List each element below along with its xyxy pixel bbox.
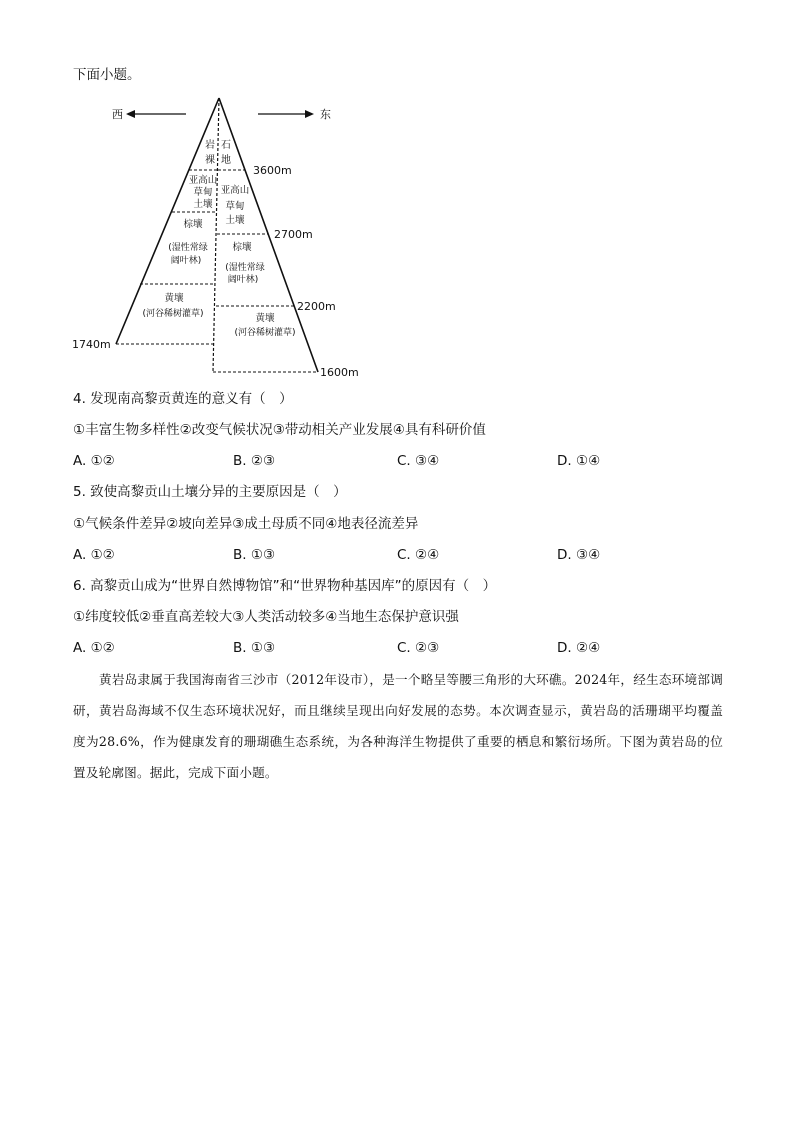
top-zone-char-2: 石 [221,140,231,151]
east-yellow-line-2: (河谷稀树灌草) [234,328,296,338]
west-meadow-line-3: 土壤 [193,199,213,210]
question-5-stem: 5. 致使高黎贡山土壤分异的主要原因是（ ） [73,484,347,500]
west-meadow-line-1: 亚高山 [188,175,218,186]
question-6-items: ①纬度较低②垂直高差较大③人类活动较多④当地生态保护意识强 [73,609,459,625]
east-brown-line-3: 阔叶林) [227,275,259,285]
question-4-option-d[interactable]: D. ①④ [557,453,601,469]
top-zone-char-1: 岩 [205,140,215,151]
altitude-1600: 1600m [320,366,359,379]
question-5-option-d[interactable]: D. ③④ [557,547,601,563]
west-meadow-line-2: 草甸 [193,187,213,198]
question-4-stem: 4. 发现南高黎贡黄连的意义有（ ） [73,391,293,407]
question-4-items: ①丰富生物多样性②改变气候状况③带动相关产业发展④具有科研价值 [73,422,486,438]
top-zone-char-3: 裸 [205,155,215,166]
question-4-option-c[interactable]: C. ③④ [397,453,440,469]
question-6-option-c[interactable]: C. ②③ [397,640,440,656]
east-yellow-line-1: 黄壤 [255,313,275,324]
question-4-option-b[interactable]: B. ②③ [233,453,276,469]
west-label: 西 [112,108,123,121]
intro-text: 下面小题。 [73,67,141,83]
question-6-option-d[interactable]: D. ②④ [557,640,601,656]
west-yellow-line-1: 黄壤 [164,293,184,304]
question-6-option-b[interactable]: B. ①③ [233,640,276,656]
question-5-items: ①气候条件差异②坡向差异③成土母质不同④地表径流差异 [73,516,419,532]
passage-huangyan-island: 黄岩岛隶属于我国海南省三沙市（2012年设市），是一个略呈等腰三角形的大环礁。2024年，经生态环境部调研，黄岩岛海域不仅生态环境状况好，而且继续呈现出向好发展的态势。本次调查显示，黄岩岛的活珊瑚平均覆盖度为28.6%，作为健康发育的珊瑚礁生态系统，为各种海洋生物提供了重要的栖息和繁衍场所。下图为黄岩岛的位置及轮廓图。据此，完成下面小题。 [73,672,723,780]
east-arrow-head [305,110,314,118]
west-brown-line-2: (湿性常绿 [168,243,208,253]
altitude-1740: 1740m [72,338,111,351]
east-meadow-line-1: 亚高山 [220,185,250,196]
east-meadow-line-3: 土壤 [225,215,245,226]
west-brown-line-3: 阔叶林) [170,256,202,266]
question-4-option-a[interactable]: A. ①② [73,453,115,469]
question-6-stem: 6. 高黎贡山成为“世界自然博物馆”和“世界物种基因库”的原因有（ ） [73,578,497,594]
top-zone-char-4: 地 [221,155,231,166]
west-arrow-head [126,110,135,118]
mountain-west-slope [116,98,219,344]
question-5-option-c[interactable]: C. ②④ [397,547,440,563]
altitude-2700: 2700m [274,228,313,241]
question-6-option-a[interactable]: A. ①② [73,640,115,656]
east-label: 东 [320,108,331,121]
west-brown-line-1: 棕壤 [183,219,203,230]
east-brown-line-2: (湿性常绿 [225,263,265,273]
east-meadow-line-2: 草甸 [225,201,245,212]
west-yellow-line-2: (河谷稀树灌草) [142,309,204,319]
question-5-option-b[interactable]: B. ①③ [233,547,276,563]
altitude-3600: 3600m [253,164,292,177]
east-brown-line-1: 棕壤 [232,242,252,253]
vertical-soil-zonation-figure [60,92,370,384]
question-5-option-a[interactable]: A. ①② [73,547,115,563]
altitude-2200: 2200m [297,300,336,313]
